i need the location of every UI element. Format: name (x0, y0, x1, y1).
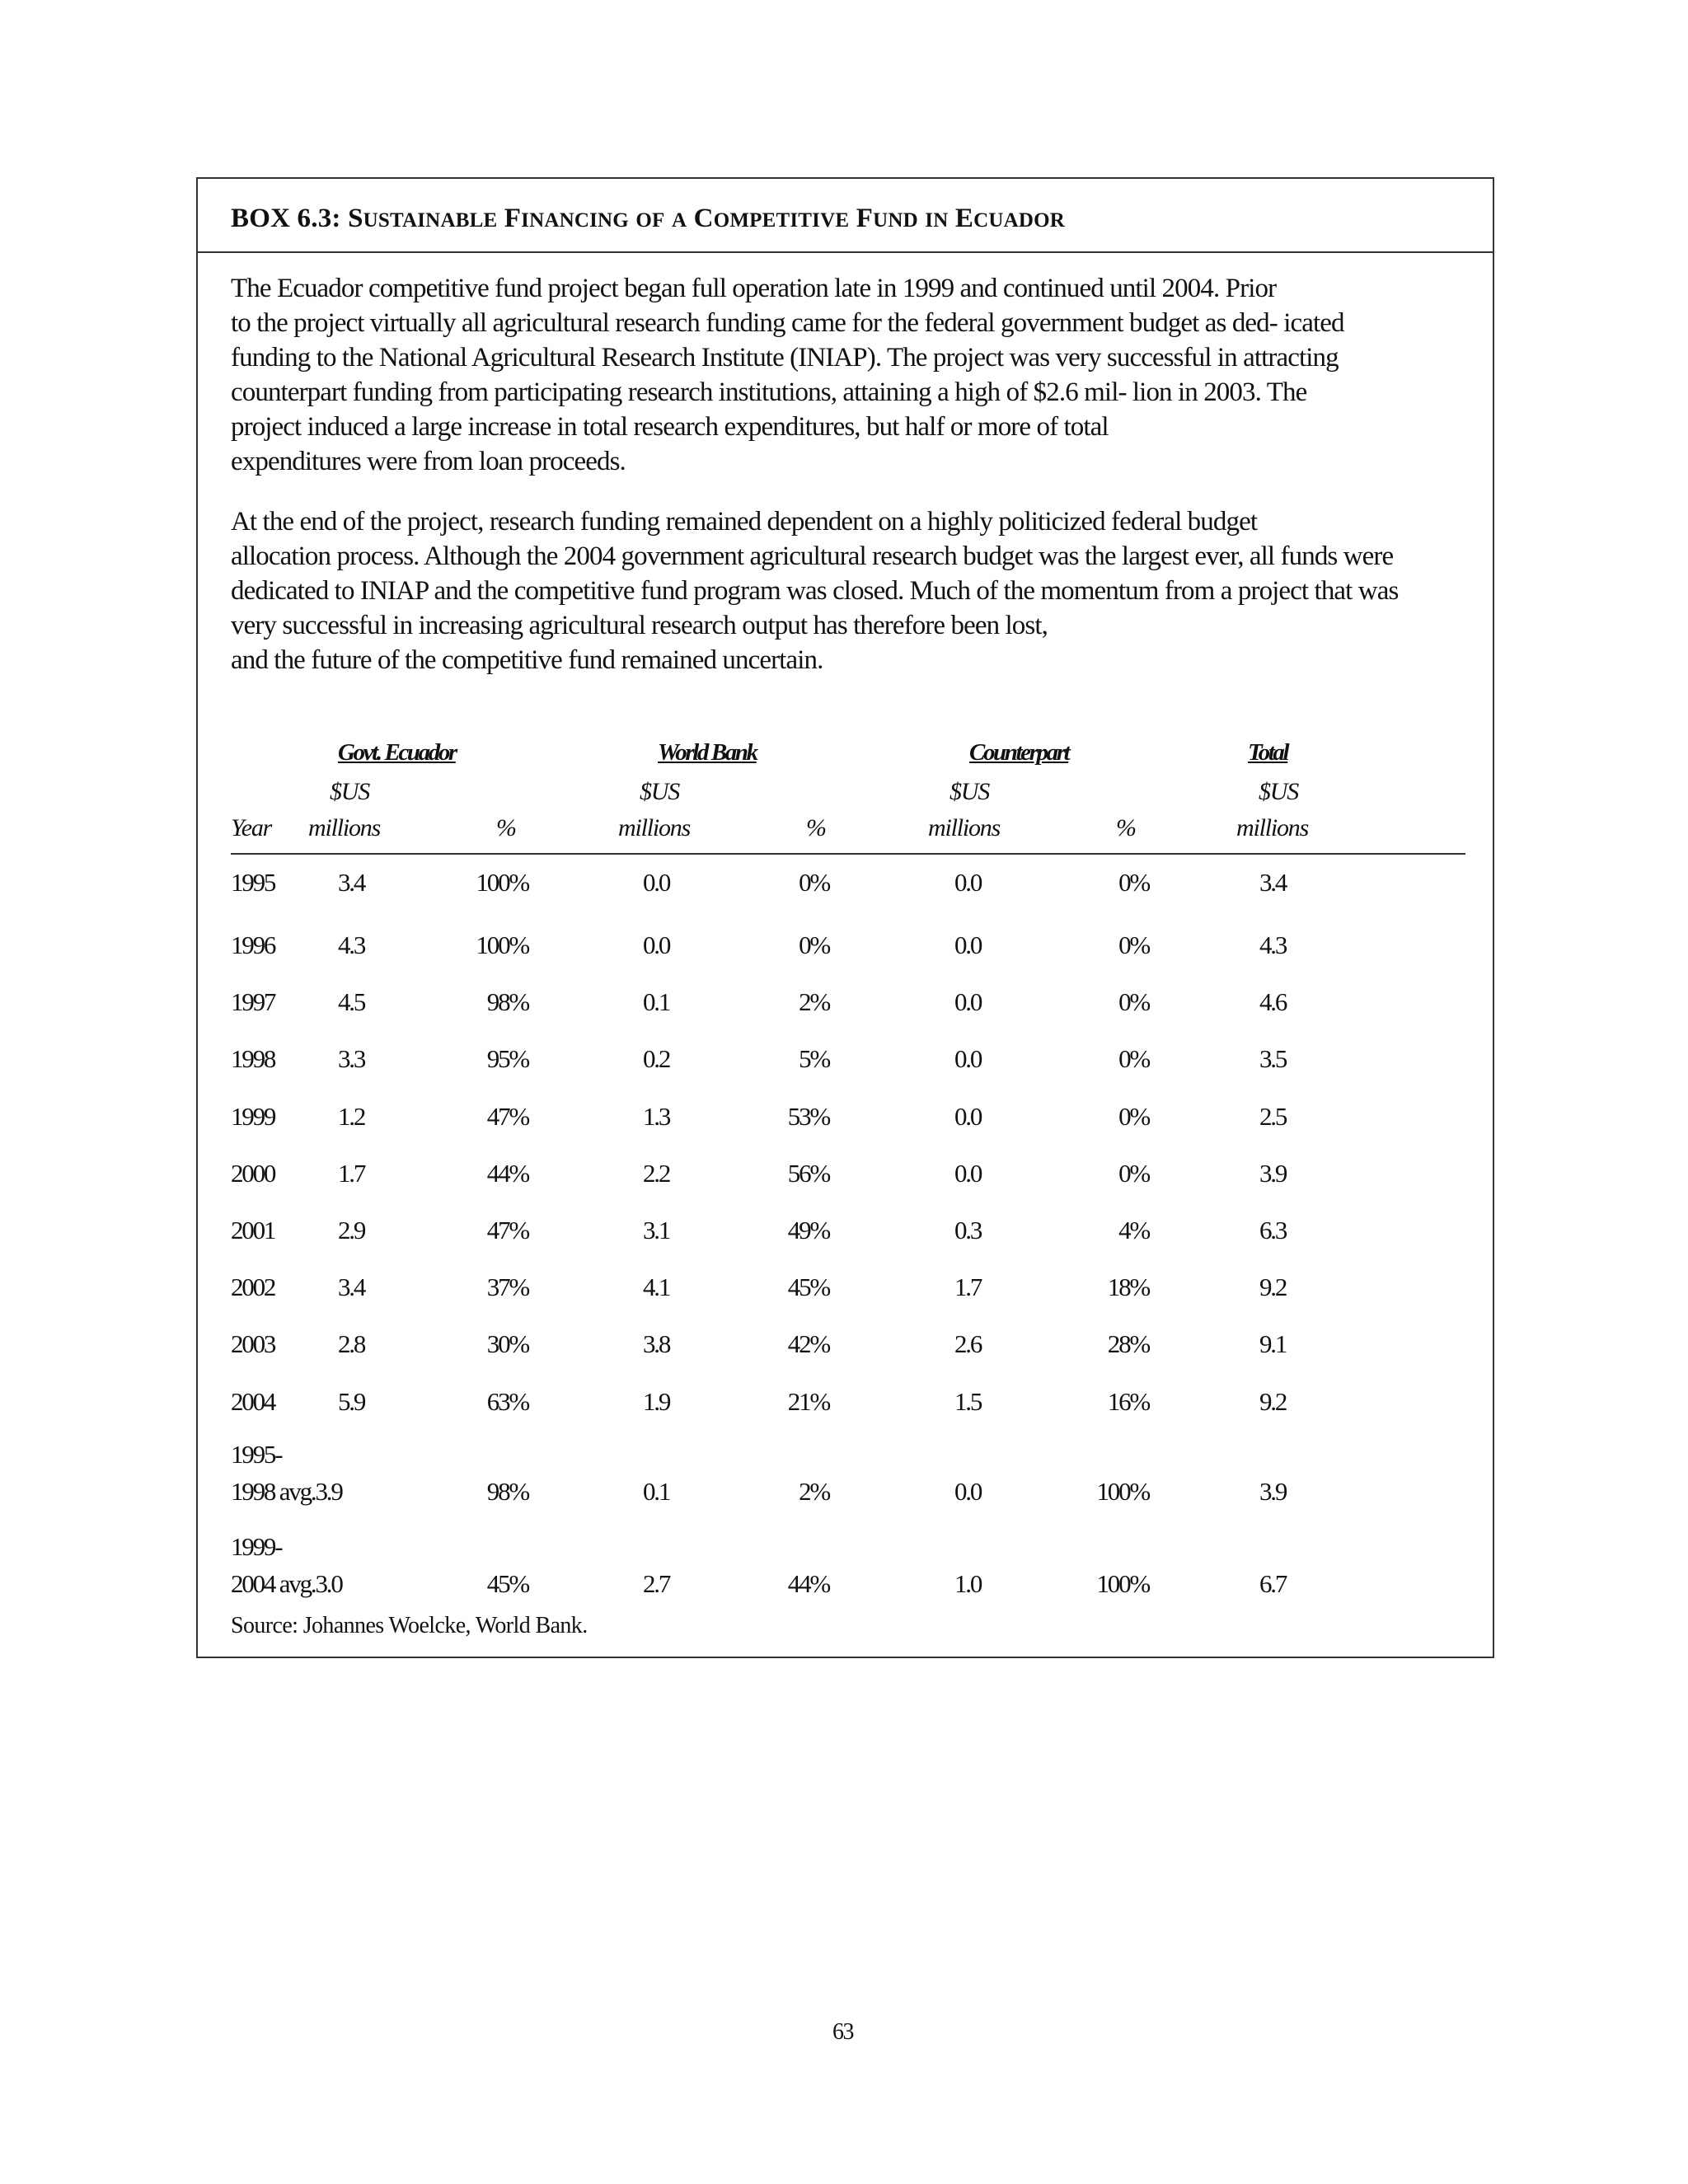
cell-wb: 2.7 (643, 1569, 670, 1598)
cell-cp: 0.0 (954, 930, 982, 959)
cell-cp-pct: 0% (1118, 1159, 1149, 1188)
cell-govt-pct: 100% (476, 868, 528, 897)
row-year: 1999 (231, 1102, 275, 1131)
cell-total: 9.2 (1259, 1272, 1287, 1301)
cell-total: 3.9 (1259, 1477, 1287, 1506)
page-number: 63 (832, 2019, 853, 2045)
cell-cp-pct: 0% (1118, 1044, 1149, 1073)
cell-govt-pct: 44% (486, 1159, 528, 1188)
cell-wb-pct: 49% (787, 1216, 829, 1244)
title-word-rest: INANCING (521, 209, 629, 232)
cell-wb: 0.2 (643, 1044, 670, 1073)
cell-govt: 3.3 (338, 1044, 365, 1073)
cell-total: 4.6 (1259, 987, 1287, 1016)
cell-govt-pct: 30% (486, 1329, 528, 1358)
percent-header-counterpart: % (1116, 814, 1136, 841)
paragraph-1: The Ecuador competitive fund project began full operation late in 1999 and continued until 2004. Prior to the project virtually all agricultural research funding came for the federal government budget as ded- icated funding to the National Agricultural Research Institute (INIAP). The project was very successful in attracting counterpart funding from participating research institutions, attaining a high of $2.6 mil- lion in 2003. The project induced a large increase in total research expenditures, but half or more of total expenditures were from loan proceeds. (231, 274, 1344, 476)
cell-govt: 3.0 (315, 1569, 342, 1598)
avg-year-bottom (231, 1477, 342, 1507)
cell-cp: 0.0 (954, 1159, 982, 1188)
title-word-initial: S (348, 204, 363, 233)
cell-govt-pct: 47% (486, 1102, 528, 1131)
cell-cp: 0.0 (954, 868, 982, 897)
cell-wb-pct: 45% (787, 1272, 829, 1301)
title-word-rest: CUADOR (973, 209, 1066, 232)
cell-govt: 2.8 (338, 1329, 365, 1358)
cell-govt-pct: 98% (486, 1477, 528, 1506)
cell-govt: 4.3 (338, 930, 365, 959)
cell-wb-pct: 56% (787, 1159, 829, 1188)
unit-top-counterpart: $US (950, 778, 990, 805)
cell-wb: 3.8 (643, 1329, 670, 1358)
group-header-govt: Govt. Ecuador (338, 739, 456, 766)
cell-cp-pct: 0% (1118, 987, 1149, 1016)
cell-cp-pct: 18% (1107, 1272, 1149, 1301)
title-word-initial: F (504, 204, 522, 233)
cell-govt-pct: 37% (486, 1272, 528, 1301)
row-year: 1995 (231, 868, 275, 897)
cell-wb: 0.0 (643, 868, 670, 897)
year-column-header: Year (231, 814, 272, 841)
unit-bottom-counterpart: millions (928, 814, 1001, 841)
cell-cp: 0.0 (954, 1477, 982, 1506)
cell-wb-pct: 0% (799, 868, 829, 897)
cell-cp: 1.7 (954, 1272, 982, 1301)
cell-wb: 3.1 (643, 1216, 670, 1244)
cell-total: 3.9 (1259, 1159, 1287, 1188)
source-note: Source: Johannes Woelcke, World Bank. (231, 1613, 588, 1638)
cell-cp-pct: 4% (1118, 1216, 1149, 1244)
cell-cp: 0.0 (954, 1102, 982, 1131)
row-year: 2001 (231, 1216, 275, 1244)
cell-govt-pct: 45% (486, 1569, 528, 1598)
avg-year-top: 1995- (231, 1440, 282, 1469)
cell-cp-pct: 28% (1107, 1329, 1149, 1358)
cell-govt-pct: 63% (486, 1387, 528, 1416)
row-year: 2003 (231, 1329, 275, 1358)
unit-bottom-world-bank: millions (618, 814, 691, 841)
row-year: 2002 (231, 1272, 275, 1301)
title-word-initial: C (693, 204, 714, 233)
group-header-counterpart: Counterpart (969, 739, 1069, 766)
title-word-rest: OF (635, 209, 665, 232)
cell-total: 9.2 (1259, 1387, 1287, 1416)
cell-govt: 3.4 (338, 868, 365, 897)
title-word-initial: E (954, 204, 974, 233)
group-header-total: Total (1248, 739, 1288, 766)
cell-wb: 4.1 (643, 1272, 670, 1301)
paragraph-2: At the end of the project, research funding remained dependent on a highly politicized federal budget allocation process. Although the 2004 government agricultural research budget was the largest ever, all funds were dedicated to INIAP and the competitive fund program was closed. Much of the momentum from a project that was very successful in increasing agricultural research output has therefore been lost, and the future of the competitive fund remained uncertain. (231, 507, 1399, 675)
unit-bottom-govt: millions (308, 814, 381, 841)
cell-wb: 0.0 (643, 930, 670, 959)
row-year: 1996 (231, 930, 275, 959)
cell-govt-pct: 47% (486, 1216, 528, 1244)
cell-wb: 1.3 (643, 1102, 670, 1131)
cell-total: 6.3 (1259, 1216, 1287, 1244)
cell-total: 3.4 (1259, 868, 1287, 897)
cell-wb: 0.1 (643, 1477, 670, 1506)
cell-total: 6.7 (1259, 1569, 1287, 1598)
cell-cp-pct: 0% (1118, 868, 1149, 897)
cell-cp-pct: 100% (1096, 1477, 1149, 1506)
avg-year-label: 1998 avg. (231, 1477, 316, 1506)
cell-wb-pct: 2% (799, 1477, 829, 1506)
cell-wb-pct: 5% (799, 1044, 829, 1073)
title-word-rest: A (671, 209, 687, 232)
row-year: 2000 (231, 1159, 275, 1188)
title-word-rest: IN (925, 209, 949, 232)
cell-wb-pct: 44% (787, 1569, 829, 1598)
row-year: 1998 (231, 1044, 275, 1073)
title-word-initial: F (856, 204, 874, 233)
cell-govt: 1.7 (338, 1159, 365, 1188)
cell-total: 2.5 (1259, 1102, 1287, 1131)
box-title-prefix: BOX 6.3: (231, 204, 341, 233)
cell-govt: 4.5 (338, 987, 365, 1016)
percent-header-govt: % (496, 814, 516, 841)
cell-govt-pct: 100% (476, 930, 528, 959)
cell-wb-pct: 0% (799, 930, 829, 959)
cell-wb: 0.1 (643, 987, 670, 1016)
cell-govt: 1.2 (338, 1102, 365, 1131)
header-divider (231, 853, 1465, 855)
cell-wb: 2.2 (643, 1159, 670, 1188)
cell-cp: 0.0 (954, 987, 982, 1016)
cell-cp: 2.6 (954, 1329, 982, 1358)
cell-cp-pct: 0% (1118, 1102, 1149, 1131)
cell-total: 9.1 (1259, 1329, 1287, 1358)
percent-header-world-bank: % (806, 814, 826, 841)
cell-cp-pct: 100% (1096, 1569, 1149, 1598)
avg-year-top: 1999- (231, 1532, 282, 1561)
cell-govt: 5.9 (338, 1387, 365, 1416)
cell-cp: 0.0 (954, 1044, 982, 1073)
funding-table (198, 179, 1493, 1657)
cell-wb: 1.9 (643, 1387, 670, 1416)
cell-cp: 1.5 (954, 1387, 982, 1416)
cell-govt: 3.9 (315, 1477, 342, 1506)
title-word-rest: OMPETITIVE (713, 209, 850, 232)
row-year: 2004 (231, 1387, 275, 1416)
cell-wb-pct: 53% (787, 1102, 829, 1131)
avg-year-label: 2004 avg. (231, 1569, 316, 1598)
group-header-world-bank: World Bank (658, 739, 757, 766)
unit-top-world-bank: $US (640, 778, 680, 805)
cell-wb-pct: 2% (799, 987, 829, 1016)
avg-year-bottom (231, 1569, 342, 1599)
cell-govt: 3.4 (338, 1272, 365, 1301)
row-year: 1997 (231, 987, 275, 1016)
cell-cp-pct: 0% (1118, 930, 1149, 959)
cell-wb-pct: 42% (787, 1329, 829, 1358)
cell-cp-pct: 16% (1107, 1387, 1149, 1416)
text-box (196, 177, 1494, 1658)
cell-govt: 2.9 (338, 1216, 365, 1244)
cell-cp: 1.0 (954, 1569, 982, 1598)
unit-top-govt: $US (330, 778, 370, 805)
cell-cp: 0.3 (954, 1216, 982, 1244)
cell-govt-pct: 95% (486, 1044, 528, 1073)
cell-wb-pct: 21% (787, 1387, 829, 1416)
title-word-rest: USTAINABLE (363, 209, 498, 232)
cell-total: 4.3 (1259, 930, 1287, 959)
unit-top-total: $US (1259, 778, 1299, 805)
cell-govt-pct: 98% (486, 987, 528, 1016)
unit-bottom-total: millions (1236, 814, 1309, 841)
title-word-rest: UND (873, 209, 918, 232)
cell-total: 3.5 (1259, 1044, 1287, 1073)
